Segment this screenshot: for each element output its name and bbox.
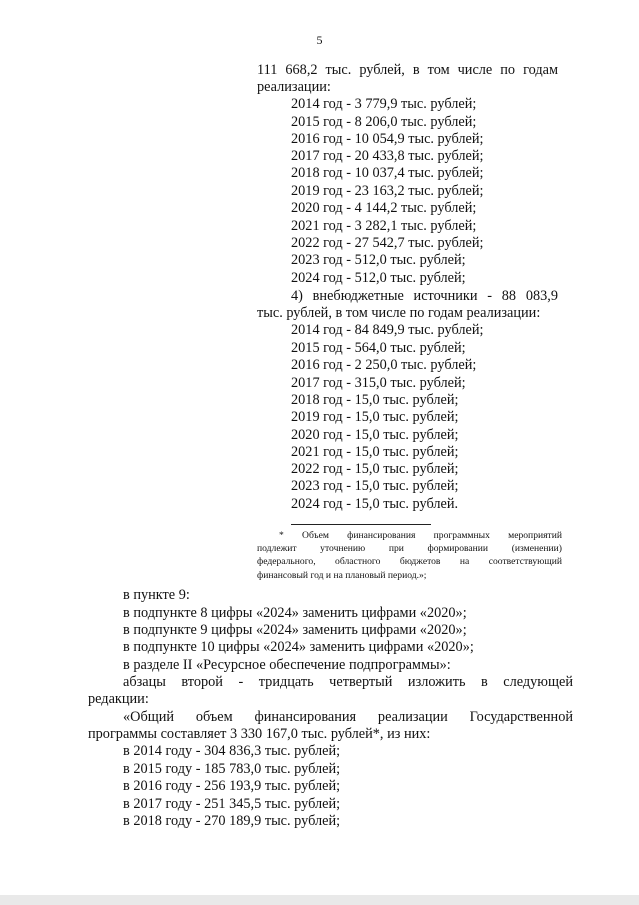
year-line: в 2018 году - 270 189,9 тыс. рублей; <box>123 813 341 829</box>
year-line: 2019 год - 23 163,2 тыс. рублей; <box>291 183 484 199</box>
year-line: 2017 год - 20 433,8 тыс. рублей; <box>291 148 484 164</box>
year-line: в 2015 году - 185 783,0 тыс. рублей; <box>123 761 341 777</box>
year-line: в 2014 году - 304 836,3 тыс. рублей; <box>123 743 341 759</box>
page-bottom-edge <box>0 895 639 905</box>
year-line: 2015 год - 8 206,0 тыс. рублей; <box>291 114 477 130</box>
year-line: 2024 год - 15,0 тыс. рублей. <box>291 496 459 512</box>
year-line: 2021 год - 3 282,1 тыс. рублей; <box>291 218 477 234</box>
footnote-line: * Объем финансирования программных мероприятий <box>279 530 562 541</box>
year-line: 2016 год - 2 250,0 тыс. рублей; <box>291 357 477 373</box>
footnote-line: финансовый год и на плановый период.»; <box>257 569 427 581</box>
extrabudget-line-cont: тыс. рублей, в том числе по годам реализации: <box>257 305 541 321</box>
year-line: 2015 год - 564,0 тыс. рублей; <box>291 340 466 356</box>
extrabudget-line: 4) внебюджетные источники - 88 083,9 <box>291 288 558 304</box>
budget-total-line-cont: реализации: <box>257 79 331 95</box>
year-line: 2022 год - 27 542,7 тыс. рублей; <box>291 235 484 251</box>
amend-line: в пункте 9: <box>123 587 190 603</box>
footnote-separator <box>291 524 431 525</box>
amend-line: в подпункте 10 цифры «2024» заменить цифрами «2020»; <box>123 639 474 655</box>
year-line: 2016 год - 10 054,9 тыс. рублей; <box>291 131 484 147</box>
amend-line: в подпункте 9 цифры «2024» заменить цифрами «2020»; <box>123 622 467 638</box>
year-line: 2022 год - 15,0 тыс. рублей; <box>291 461 459 477</box>
year-line: 2023 год - 15,0 тыс. рублей; <box>291 478 459 494</box>
year-line: 2020 год - 4 144,2 тыс. рублей; <box>291 200 477 216</box>
year-line: в 2016 году - 256 193,9 тыс. рублей; <box>123 778 341 794</box>
footnote <box>257 529 562 582</box>
year-line: 2023 год - 512,0 тыс. рублей; <box>291 252 466 268</box>
footnote-line: федерального, областного бюджетов на соответствующий <box>257 556 562 568</box>
page-number: 5 <box>316 33 323 47</box>
amend-line: в разделе II «Ресурсное обеспечение подпрограммы»: <box>123 657 451 673</box>
amend-line: в подпункте 8 цифры «2024» заменить цифрами «2020»; <box>123 605 467 621</box>
year-line: 2020 год - 15,0 тыс. рублей; <box>291 427 459 443</box>
year-line: 2019 год - 15,0 тыс. рублей; <box>291 409 459 425</box>
budget-total-line: 111 668,2 тыс. рублей, в том числе по годам <box>257 62 558 78</box>
footnote-line: подлежит уточнению при формировании (изменении) <box>257 543 562 555</box>
paragraph-line-cont: редакции: <box>88 691 149 707</box>
paragraph-line: абзацы второй - тридцать четвертый изложить в следующей <box>123 674 573 690</box>
quote-line-cont: программы составляет 3 330 167,0 тыс. рублей*, из них: <box>88 726 431 742</box>
year-line: в 2017 году - 251 345,5 тыс. рублей; <box>123 796 341 812</box>
year-line: 2018 год - 10 037,4 тыс. рублей; <box>291 165 484 181</box>
year-line: 2024 год - 512,0 тыс. рублей; <box>291 270 466 286</box>
quote-line: «Общий объем финансирования реализации Государственной <box>123 709 573 725</box>
year-line: 2017 год - 315,0 тыс. рублей; <box>291 375 466 391</box>
year-line: 2021 год - 15,0 тыс. рублей; <box>291 444 459 460</box>
year-line: 2014 год - 3 779,9 тыс. рублей; <box>291 96 477 112</box>
year-line: 2018 год - 15,0 тыс. рублей; <box>291 392 459 408</box>
year-line: 2014 год - 84 849,9 тыс. рублей; <box>291 322 484 338</box>
